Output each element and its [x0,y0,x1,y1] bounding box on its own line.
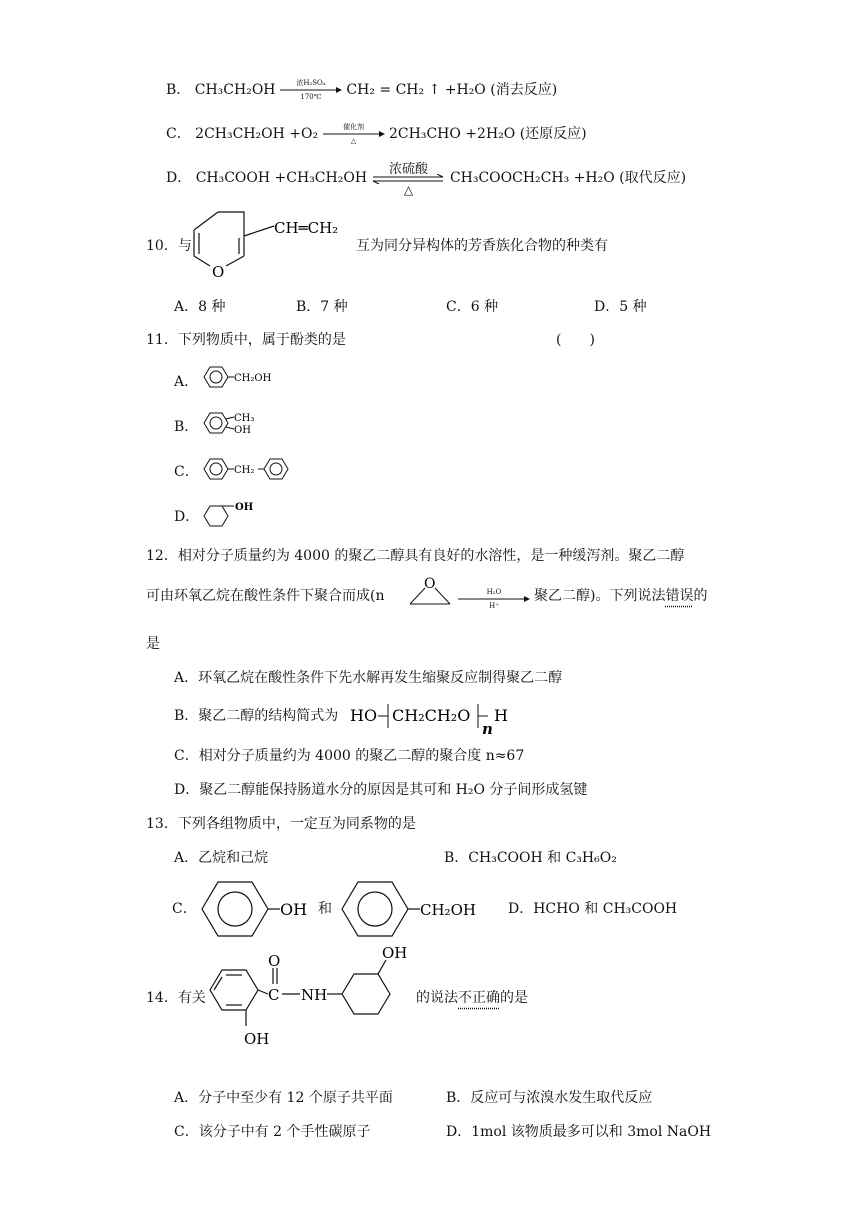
q11-option-c-structure [198,455,298,483]
q13-option-b: B．CH₃COOH 和 C₃H₆O₂ [444,850,617,866]
q14-option-c: C．该分子中有 2 个手性碳原子 [174,1124,371,1140]
q12-line1: 12．相对分子质量约为 4000 的聚乙二醇具有良好的水溶性，是一种缓泻剂。聚乙二醇 [146,548,685,564]
q9-b-arrow [280,80,342,100]
q13-option-d: D．HCHO 和 CH₃COOH [508,901,678,917]
q9-option-c [166,124,587,144]
q12-line2-pre: 可由环氧乙烷在酸性条件下聚合而成(n [146,588,385,604]
q12-line2 [146,586,384,606]
q9-b-product: CH₂ = CH₂ ↑ +H₂O [346,82,486,98]
q14-stem-pre: 的说法 [416,990,458,1006]
q11-bracket: ( ) [556,332,595,348]
q9-b-type: (消去反应) [490,82,558,98]
q11-option-a-structure [198,364,278,390]
q9-c-arrow [323,124,385,144]
q13-option-c-label: C． [172,901,197,917]
q9-d-cond-bot: △ [403,183,414,197]
q11-d-group: OH [235,502,254,513]
q11-option-d-structure [198,498,278,534]
q14-option-a: A．分子中至少有 12 个原子共平面 [174,1090,393,1106]
q9-d-cond-top: 浓硫酸 [388,162,428,177]
q9-c-cond-bot: △ [350,137,357,145]
q14-nh: NH [301,986,328,1004]
q9-c-cond-top: 催化剂 [343,123,365,131]
q9-b-cond-top: 浓H₂SO₄ [296,79,326,87]
q13-phenol-structure [196,876,326,942]
q12-option-b [174,706,338,726]
q13-option-a: A．乙烷和己烷 [174,850,269,866]
q9-d-product: CH₃COOCH₂CH₃ +H₂O [449,170,615,186]
q10-option-b: B．7 种 [296,299,348,315]
q12-line2-post-a: 聚乙二醇)。下列说法 [534,588,666,604]
q9-b-label: B． [166,82,191,98]
q14-stem-post: 的是 [500,990,528,1006]
q11-option-c-label: C． [174,464,199,480]
q12-option-b-pre: B．聚乙二醇的结构简式为 [174,708,339,724]
q14-stem [416,988,528,1008]
q12-line2-post [534,586,707,606]
q12-cond-top: H₂O [486,588,502,596]
q10-number: 10．与 [146,238,192,254]
q13-benzyl-ch2oh: CH₂OH [420,901,476,919]
q14-molecule-structure [196,942,416,1054]
q11-a-group: CH₂OH [234,373,272,384]
q9-d-arrow [371,162,445,197]
q12-peg-n: n [482,720,493,736]
q12-cond-bot: H⁺ [489,602,499,610]
q13-stem: 13．下列各组物质中，一定互为同系物的是 [146,816,416,832]
q11-b-group-bot: OH [234,425,251,436]
q9-d-reactant: CH₃COOH +CH₃CH₂OH [195,170,368,186]
q12-epoxide-structure [404,572,464,612]
q14-option-d: D．1mol 该物质最多可以和 3mol NaOH [446,1124,712,1140]
q10-stem: 互为同分异构体的芳香族化合物的种类有 [356,238,608,254]
q12-arrow [458,589,530,609]
q11-option-a-label: A． [174,374,199,390]
q9-b-cond-bot: 170℃ [300,93,322,101]
q14-option-b: B．反应可与浓溴水发生取代反应 [446,1090,653,1106]
q11-option-b-label: B． [174,419,199,435]
q9-d-label: D． [166,170,192,186]
q11-option-d-label: D． [174,509,200,525]
q9-c-reactant: 2CH₃CH₂OH +O₂ [195,126,319,142]
q10-option-d: D．5 种 [594,299,647,315]
q14-oh-top: OH [382,944,408,962]
q9-c-product: 2CH₃CHO +2H₂O [389,126,516,142]
q12-line2-post-c: 的 [693,588,708,604]
q10-option-c: C．6 种 [446,299,499,315]
q12-option-d: D．聚乙二醇能保持肠道水分的原因是其可和 H₂O 分子间形成氢键 [174,782,588,798]
q10-vinyl-group: CH═CH₂ [274,219,339,237]
q10-pyran-structure [180,200,360,286]
q13-option-c-and: 和 [318,901,332,917]
q12-peg-repeat: CH₂CH₂O [392,706,471,725]
q10-option-a: A．8 种 [174,299,226,315]
q12-emphasis-error: 错误 [665,588,694,604]
q11-b-group-top: CH₃ [234,413,255,424]
q14-carbonyl-o: O [268,952,281,970]
q14-stem-emphasis: 不正确 [458,990,500,1006]
q12-epoxide-o: O [424,576,436,592]
q12-option-a: A．环氧乙烷在酸性条件下先水解再发生缩聚反应制得聚乙二醇 [174,670,563,686]
q9-b-reactant: CH₃CH₂OH [194,82,276,98]
q9-option-d [166,162,687,197]
q13-phenol-oh: OH [280,900,308,919]
q12-peg-ho: HO [350,706,378,725]
q11-stem: 11．下列物质中，属于酚类的是 [146,332,346,348]
q9-d-type: (取代反应) [619,170,687,186]
q14-carbon: C [268,986,280,1004]
q9-c-type: (还原反应) [519,126,587,142]
q9-c-label: C． [166,126,191,142]
q14-number: 14．有关 [146,990,206,1006]
q12-peg-h: H [494,706,508,725]
q10-ring-oxygen: O [212,263,225,281]
q11-c-group: CH₂ [234,465,255,476]
q11-option-b-structure [198,408,278,438]
q12-option-c: C．相对分子质量约为 4000 的聚乙二醇的聚合度 n≈67 [174,748,525,764]
q14-oh-bottom: OH [244,1030,270,1048]
q13-benzyl-alcohol-structure [336,876,506,942]
q12-peg-formula [348,700,518,736]
q9-option-b [166,80,557,100]
q12-line3: 是 [146,636,160,652]
